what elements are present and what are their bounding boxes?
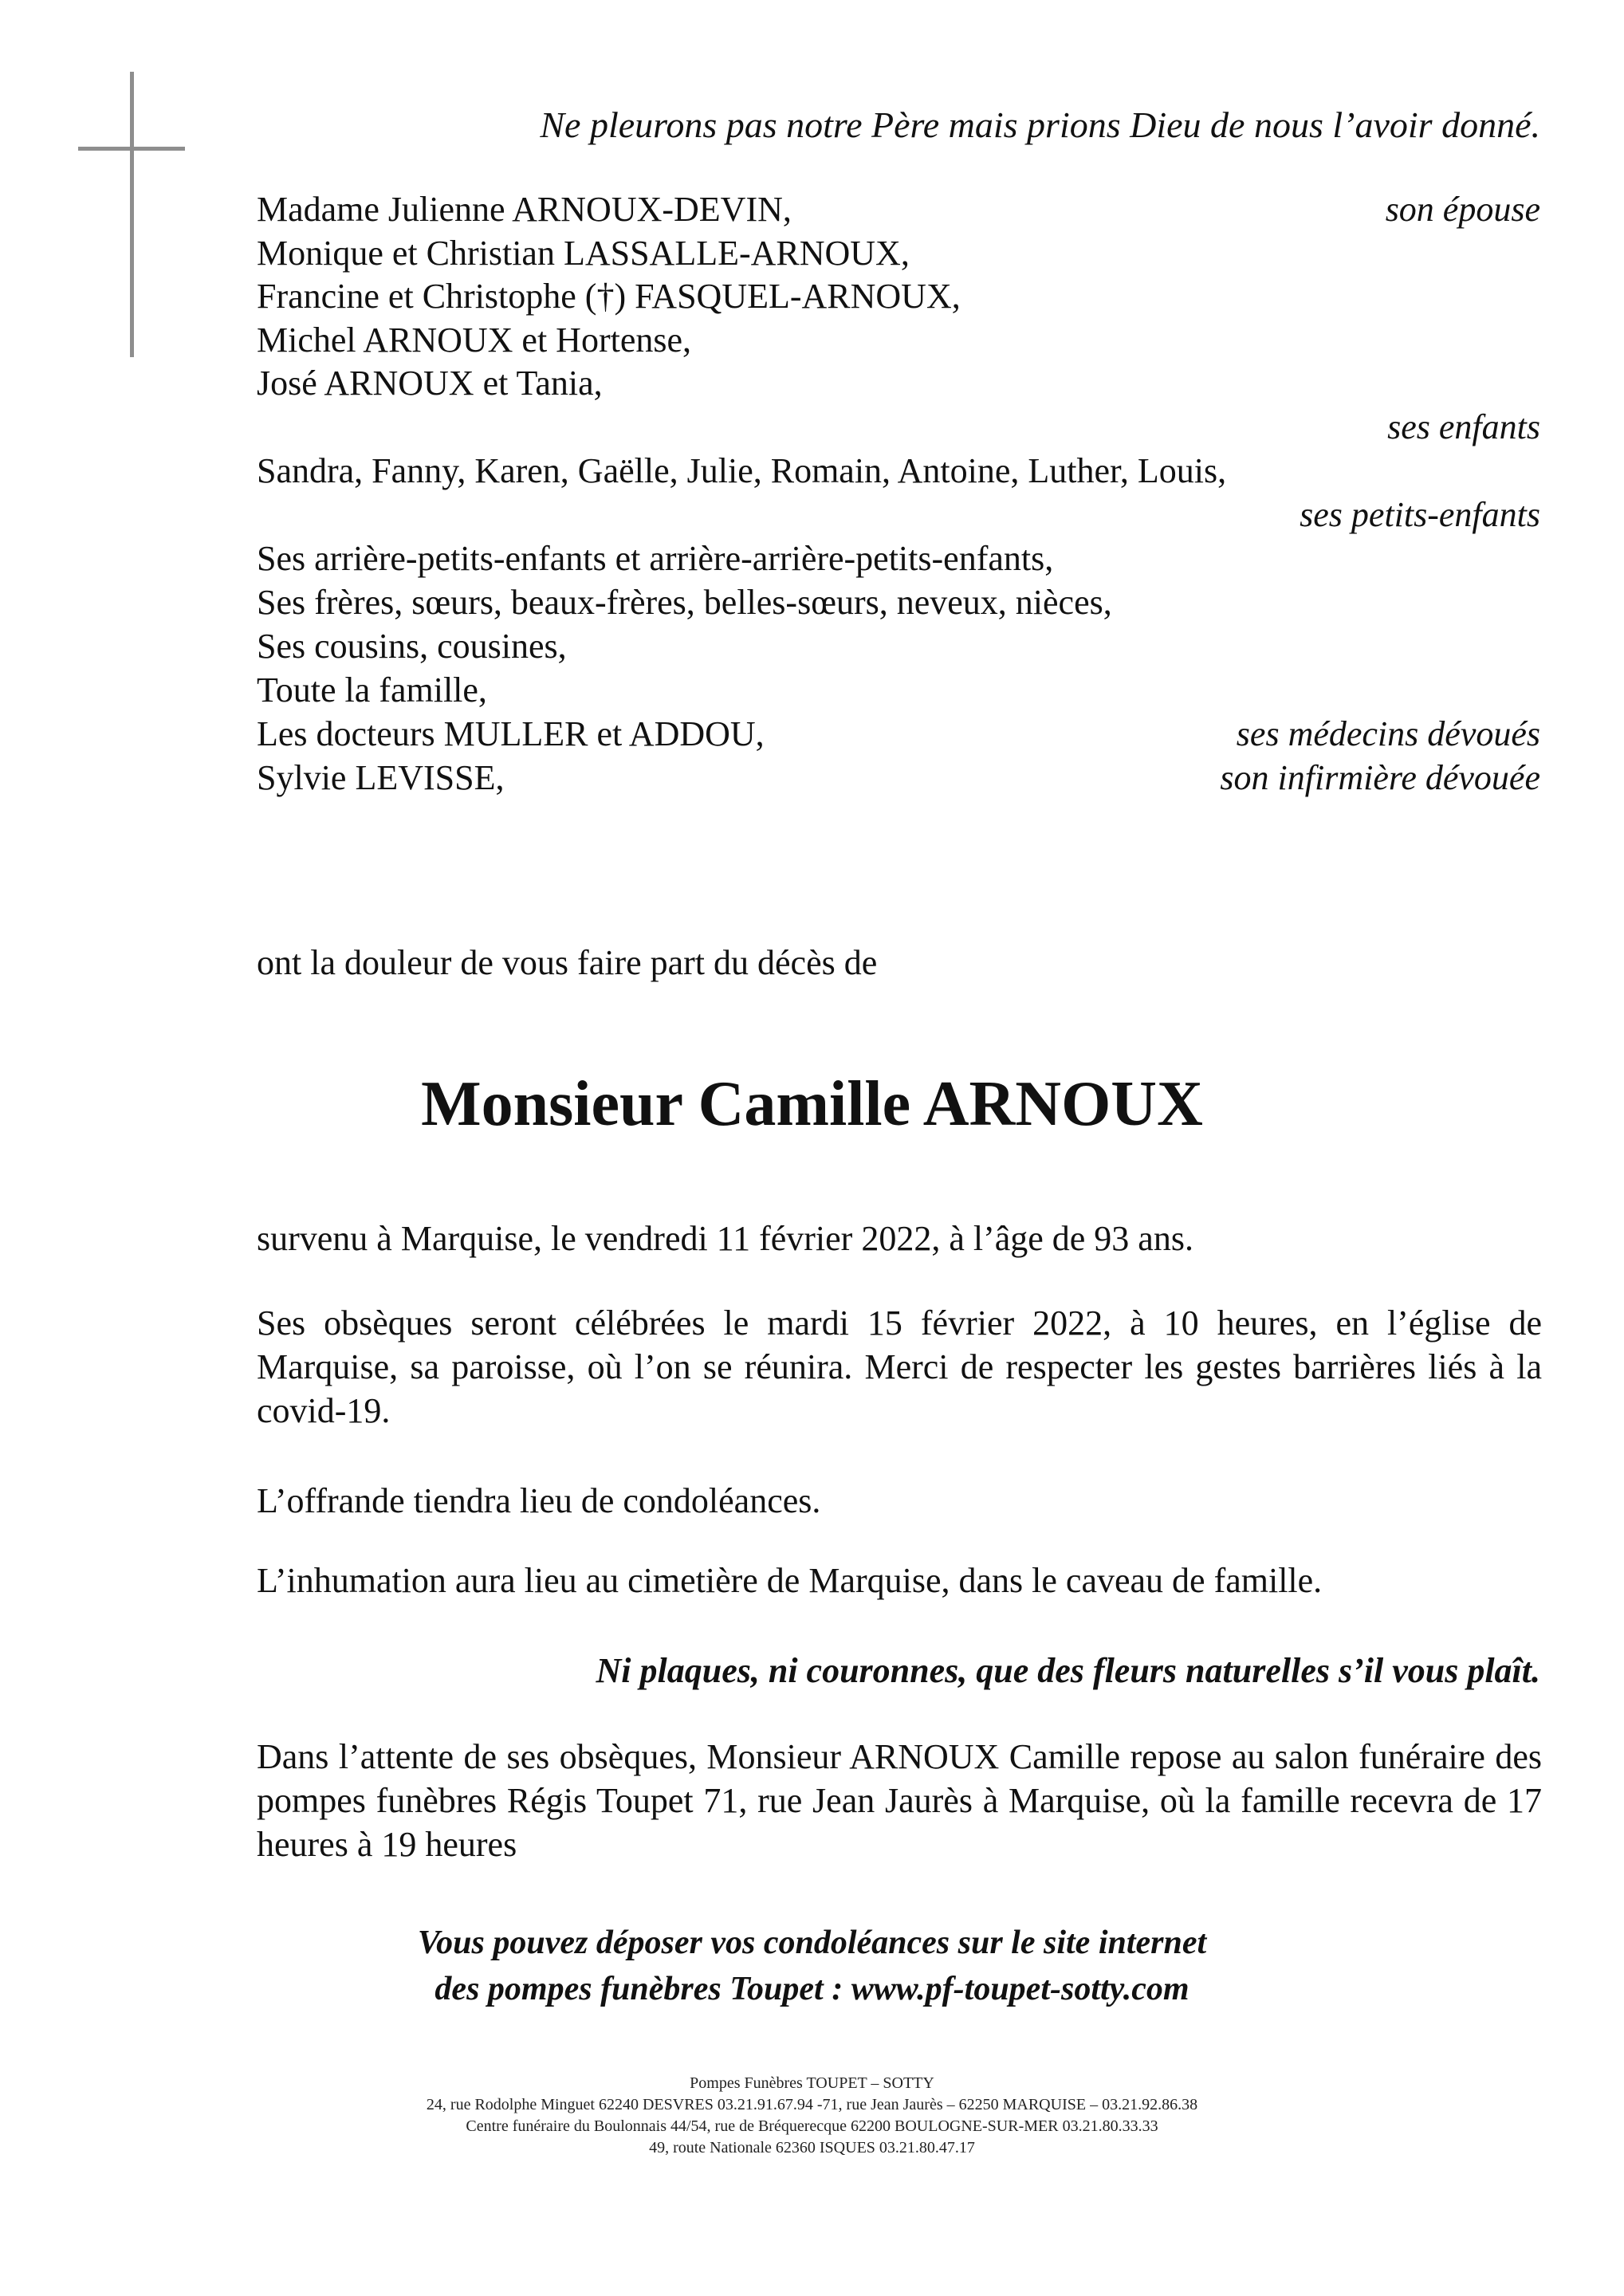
footer [0,2073,1624,2159]
cross-vertical-bar [130,72,134,357]
no-flowers-note: Ni plaques, ni couronnes, que des fleurs naturelles s’il vous plaît. [596,1651,1540,1690]
deceased-name: Monsieur Camille ARNOUX [421,1069,1203,1139]
family-line: José ARNOUX et Tania, [257,364,603,403]
family-line: Ses cousins, cousines, [257,627,567,666]
footer-company: Pompes Funèbres TOUPET – SOTTY [690,2074,934,2092]
family-line: Les docteurs MULLER et ADDOU, [257,714,765,753]
relation-children: ses enfants [1387,407,1540,446]
website-note [0,1920,1624,2012]
funeral-paragraph: Ses obsèques seront célébrées le mardi 15 février 2022, à 10 heures, en l’église de Marquise, sa paroisse, où l’on se réunira. Merci de respecter les gestes barrières liés à la covid-19. [257,1303,1542,1430]
family-line: Sandra, Fanny, Karen, Gaëlle, Julie, Romain, Antoine, Luther, Louis, [257,451,1227,490]
viewing-paragraph: Dans l’attente de ses obsèques, Monsieur ARNOUX Camille repose au salon funéraire des pompes funèbres Régis Toupet 71, rue Jean Jaurès à Marquise, où la famille recevra de 17 heures à 19 heures [257,1737,1542,1864]
offering-paragraph: L’offrande tiendra lieu de condoléances. [257,1481,821,1520]
footer-address-line: 49, route Nationale 62360 ISQUES 03.21.80.47.17 [649,2139,975,2156]
relation-nurse: son infirmière dévouée [1220,758,1540,797]
family-line: Ses arrière-petits-enfants et arrière-arrière-petits-enfants, [257,539,1054,578]
family-line: Michel ARNOUX et Hortense, [257,320,692,360]
death-paragraph: survenu à Marquise, le vendredi 11 février 2022, à l’âge de 93 ans. [257,1219,1193,1258]
website-note-line-1: Vous pouvez déposer vos condoléances sur le site internet [417,1924,1207,1961]
family-line: Ses frères, sœurs, beaux-frères, belles-sœurs, neveux, nièces, [257,583,1112,622]
family-line: Francine et Christophe (†) FASQUEL-ARNOUX, [257,277,961,316]
epigraph: Ne pleurons pas notre Père mais prions Dieu de nous l’avoir donné. [540,104,1540,145]
burial-paragraph: L’inhumation aura lieu au cimetière de Marquise, dans le caveau de famille. [257,1561,1323,1600]
relation-doctors: ses médecins dévoués [1236,714,1540,753]
family-line: Madame Julienne ARNOUX-DEVIN, [257,190,792,229]
relation-spouse: son épouse [1385,190,1540,229]
family-line: Sylvie LEVISSE, [257,758,505,797]
announcement-text: ont la douleur de vous faire part du décès de [257,943,878,982]
website-note-line-2: des pompes funèbres Toupet : www.pf-toupet-sotty.com [435,1971,1189,2007]
footer-address-line: 24, rue Rodolphe Minguet 62240 DESVRES 03.21.91.67.94 -71, rue Jean Jaurès – 62250 MARQUISE – 03.21.92.86.38 [426,2096,1198,2113]
relation-grandchildren: ses petits-enfants [1300,495,1540,534]
family-line: Toute la famille, [257,670,487,710]
cross-horizontal-bar [78,147,185,151]
family-line: Monique et Christian LASSALLE-ARNOUX, [257,234,910,273]
footer-address-line: Centre funéraire du Boulonnais 44/54, rue de Bréquerecque 62200 BOULOGNE-SUR-MER 03.21.80.33.33 [466,2117,1158,2135]
